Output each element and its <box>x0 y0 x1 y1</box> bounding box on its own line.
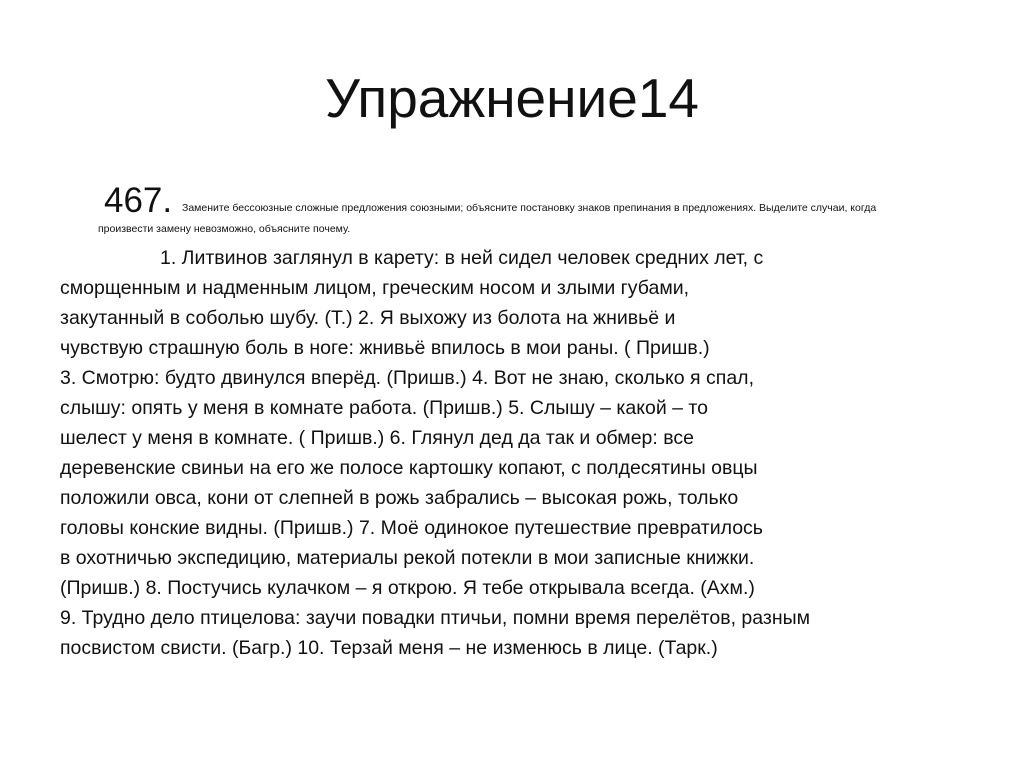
exercise-line: посвистом свисти. (Багр.) 10. Терзай меня – не изменюсь в лице. (Тарк.) <box>60 637 718 659</box>
exercise-line: чувствую страшную боль в ноге: жнивьё впилось в мои раны. ( Пришв.) <box>60 337 710 359</box>
exercise-line: (Пришв.) 8. Постучись кулачком – я открою. Я тебе открывала всегда. (Ахм.) <box>60 577 755 599</box>
task-header <box>60 180 980 235</box>
exercise-line: в охотничью экспедицию, материалы рекой потекли в мои записные книжки. <box>60 547 755 569</box>
exercise-line: шелест у меня в комнате. ( Пришв.) 6. Глянул дед да так и обмер: все <box>60 427 694 449</box>
task-line-1 <box>60 180 980 235</box>
exercise-line: 3. Смотрю: будто двинулся вперёд. (Пришв.) 4. Вот не знаю, сколько я спал, <box>60 367 754 389</box>
task-instruction-line-1: Замените бессоюзные сложные предложения союзными; объясните постановку знаков препинания в предложениях. Выделите случаи, когда <box>182 202 877 214</box>
exercise-line: 9. Трудно дело птицелова: заучи повадки птичьи, помни время перелётов, разным <box>60 607 811 629</box>
task-number: 467. <box>104 181 173 220</box>
exercise-body <box>60 243 960 663</box>
task-instruction-line-2: произвести замену невозможно, объясните почему. <box>98 223 351 235</box>
exercise-line: положили овса, кони от слепней в рожь забрались – высокая рожь, только <box>60 487 739 509</box>
exercise-line: головы конские видны. (Пришв.) 7. Моё одинокое путешествие превратилось <box>60 517 763 539</box>
exercise-line: сморщенным и надменным лицом, греческим носом и злыми губами, <box>60 277 690 299</box>
exercise-line: 1. Литвинов заглянул в карету: в ней сидел человек средних лет, с <box>160 247 764 269</box>
exercise-line: закутанный в соболью шубу. (Т.) 2. Я выхожу из болота на жнивьё и <box>60 307 676 329</box>
slide-title: Упражнение14 <box>324 67 700 129</box>
exercise-line: деревенские свиньи на его же полосе картошку копают, с полдесятины овцы <box>60 457 758 479</box>
exercise-line: слышу: опять у меня в комнате работа. (Пришв.) 5. Слышу – какой – то <box>60 397 708 419</box>
